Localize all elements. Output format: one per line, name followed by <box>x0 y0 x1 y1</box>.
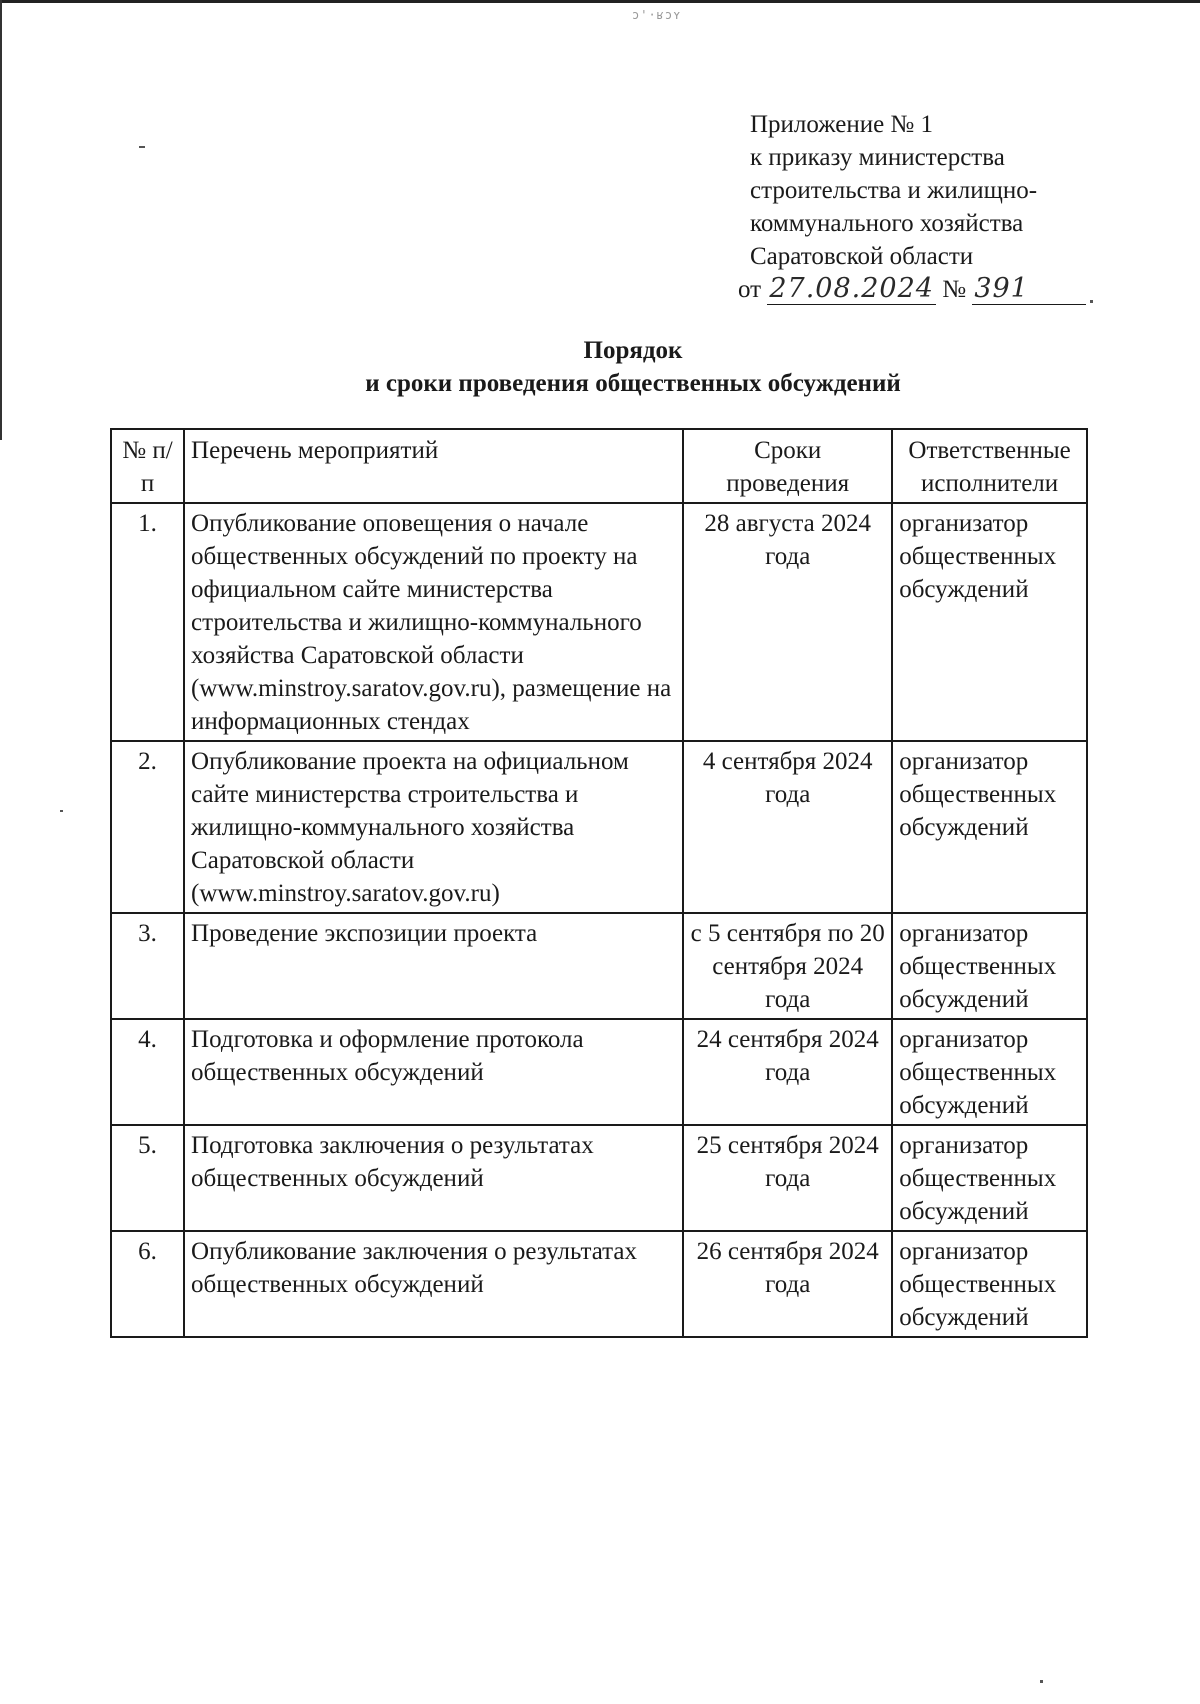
table-row <box>111 1019 1087 1125</box>
row-task: Опубликование заключения о результатах общественных обсуждений <box>184 1231 683 1337</box>
number-prefix: № <box>942 276 967 303</box>
order-date-number <box>738 273 1086 306</box>
row-date: 28 августа 2024 года <box>683 503 892 741</box>
row-date: 4 сентября 2024 года <box>683 741 892 913</box>
table-row <box>111 1125 1087 1231</box>
row-date: с 5 сентября по 20 сентября 2024 года <box>683 913 892 1019</box>
row-task: Подготовка заключения о результатах общественных обсуждений <box>184 1125 683 1231</box>
header-resp: Ответственные исполнители <box>892 429 1087 503</box>
document-title <box>0 334 1200 400</box>
row-date: 26 сентября 2024 года <box>683 1231 892 1337</box>
title-line: Порядок <box>583 337 683 364</box>
row-date: 25 сентября 2024 года <box>683 1125 892 1231</box>
row-resp: организатор общественных обсуждений <box>892 741 1087 913</box>
header-num: № п/п <box>111 429 184 503</box>
row-task: Опубликование оповещения о начале общественных обсуждений по проекту на официальном сайте министерства строительства и жилищно-коммунального хозяйства Саратовской области (www.minstroy.saratov.gov.ru), размещение на информационных стендах <box>184 503 683 741</box>
row-num: 1. <box>111 503 184 741</box>
row-resp: организатор общественных обсуждений <box>892 503 1087 741</box>
row-resp: организатор общественных обсуждений <box>892 1231 1087 1337</box>
scan-speck <box>60 810 63 812</box>
row-task: Опубликование проекта на официальном сайте министерства строительства и жилищно-коммунального хозяйства Саратовской области (www.minstroy.saratov.gov.ru) <box>184 741 683 913</box>
events-table <box>110 428 1088 1338</box>
appendix-line: к приказу министерства <box>750 144 1005 171</box>
appendix-line: Саратовской области <box>750 243 974 270</box>
row-num: 4. <box>111 1019 184 1125</box>
table-row <box>111 503 1087 741</box>
title-line: и сроки проведения общественных обсуждений <box>365 370 901 397</box>
table-row <box>111 1231 1087 1337</box>
row-date: 24 сентября 2024 года <box>683 1019 892 1125</box>
date-prefix: от <box>738 276 762 303</box>
order-date: 27.08.2024 <box>769 273 934 304</box>
scan-mark: ɔ'·ʁɔʏ <box>632 8 682 22</box>
row-resp: организатор общественных обсуждений <box>892 1125 1087 1231</box>
header-task: Перечень мероприятий <box>184 429 683 503</box>
row-task: Проведение экспозиции проекта <box>184 913 683 1019</box>
table-row <box>111 741 1087 913</box>
scan-speck <box>139 146 145 148</box>
row-task: Подготовка и оформление протокола общественных обсуждений <box>184 1019 683 1125</box>
row-num: 2. <box>111 741 184 913</box>
appendix-line: коммунального хозяйства <box>750 210 1024 237</box>
header-date: Сроки проведения <box>683 429 892 503</box>
page-border-top <box>0 0 1200 3</box>
row-num: 6. <box>111 1231 184 1337</box>
appendix-line: Приложение № 1 <box>750 111 934 138</box>
row-num: 3. <box>111 913 184 1019</box>
table-row <box>111 913 1087 1019</box>
row-resp: организатор общественных обсуждений <box>892 1019 1087 1125</box>
row-resp: организатор общественных обсуждений <box>892 913 1087 1019</box>
scan-speck <box>1040 1680 1043 1683</box>
appendix-block <box>738 108 1150 306</box>
row-num: 5. <box>111 1125 184 1231</box>
table-header-row <box>111 429 1087 503</box>
order-number: 391 <box>972 274 1086 305</box>
appendix-line: строительства и жилищно- <box>750 177 1038 204</box>
